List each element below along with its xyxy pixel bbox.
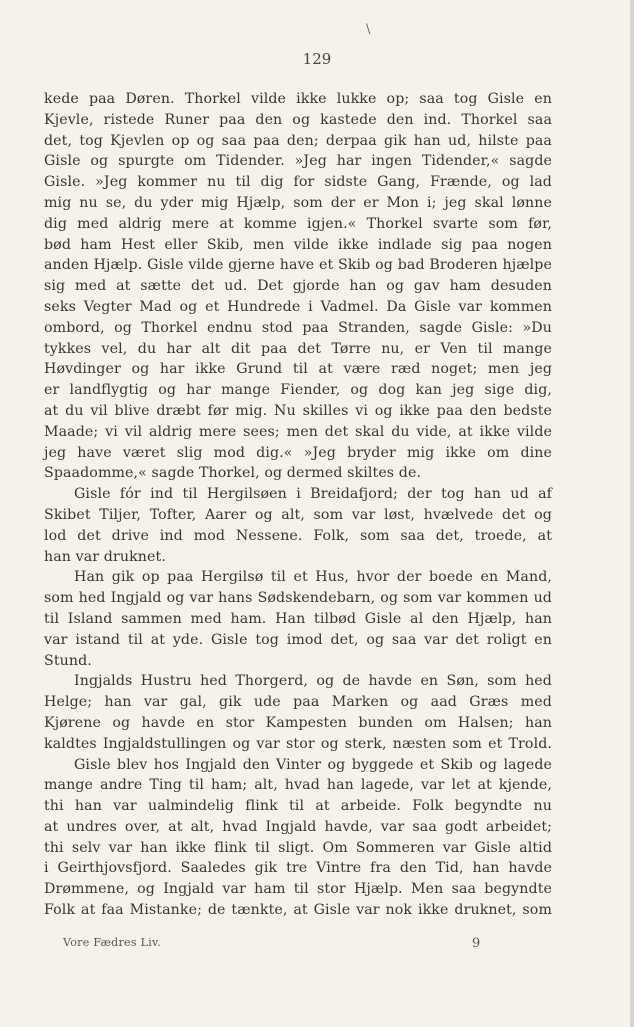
text-line: han var druknet. — [44, 548, 166, 565]
text-line: thi selv var han ikke flink til sligt. Om Sommeren var Gisle altid — [44, 839, 552, 856]
text-line: Ingjalds Hustru hed Thorgerd, og de havde en Søn, som hed — [74, 673, 552, 690]
footer-book-title: Vore Fædres Liv. — [63, 936, 162, 949]
text-line: Folk at faa Mistanke; de tænkte, at Gisle var nok ikke druknet, som — [44, 902, 552, 919]
text-line: at undres over, at alt, hvad Ingjald havde, var saa godt arbeidet; — [44, 818, 552, 835]
text-line: at du vil blive dræbt før mig. Nu skilles vi og ikke paa den bedste — [44, 402, 552, 419]
text-line: ombord, og Thorkel endnu stod paa Stranden, sagde Gisle: »Du — [44, 319, 552, 336]
text-line: som hed Ingjald og var hans Sødskendebarn, og som var kommen ud — [44, 590, 552, 607]
text-line: dig med aldrig mere at komme igjen.« Thorkel svarte som før, — [44, 215, 552, 232]
text-line: kede paa Døren. Thorkel vilde ikke lukke op; saa tog Gisle en — [44, 91, 552, 107]
text-line: Drømmene, og Ingjald var ham til stor Hjælp. Men saa begyndte — [44, 881, 552, 898]
text-line: kaldtes Ingjaldstullingen og var stor og sterk, næsten som et Trold. — [44, 735, 552, 752]
text-line: mig nu se, du yder mig Hjælp, som der er Mon i; jeg skal lønne — [44, 194, 552, 211]
page-edge — [630, 0, 634, 1027]
text-line: var istand til at yde. Gisle tog imod det, og saa var det roligt en — [44, 631, 552, 648]
body-text — [44, 89, 552, 921]
text-line: Kjevle, ristede Runer paa den og kastede den ind. Thorkel saa — [44, 111, 552, 128]
text-line: jeg have været slig mod dig.« »Jeg bryder mig ikke om dine — [44, 444, 552, 461]
stray-mark: \ — [366, 22, 371, 37]
text-line: Stund. — [44, 652, 92, 669]
text-line: Kjørene og havde en stor Kampesten bunden om Halsen; han — [44, 714, 552, 731]
page-number: 129 — [302, 50, 332, 68]
text-line: Skibet Tiljer, Tofter, Aarer og alt, som var løst, hvælvede det og — [44, 506, 552, 523]
text-line: seks Vegter Mad og et Hundrede i Vadmel. Da Gisle var kommen — [44, 298, 552, 315]
text-line: det, tog Kjevlen op og saa paa den; derpaa gik han ud, hilste paa — [44, 132, 552, 149]
text-line: Gisle. »Jeg kommer nu til dig for sidste Gang, Frænde, og lad — [44, 174, 552, 191]
text-line: bød ham Hest eller Skib, men vilde ikke indlade sig paa nogen — [44, 236, 552, 253]
text-line: Gisle fór ind til Hergilsøen i Breidafjord; der tog han ud af — [74, 486, 552, 503]
text-line: i Geirthjovsfjord. Saaledes gik tre Vintre fra den Tid, han havde — [44, 860, 552, 877]
text-line: Maade; vi vil aldrig mere sees; men det skal du vide, at ikke vilde — [44, 423, 552, 440]
text-line: Gisle og spurgte om Tidender. »Jeg har ingen Tidender,« sagde — [44, 153, 552, 170]
text-line: til Island sammen med ham. Han tilbød Gisle al den Hjælp, han — [44, 610, 552, 627]
text-line: Spaadomme,« sagde Thorkel, og dermed skiltes de. — [44, 465, 422, 482]
text-line: Han gik op paa Hergilsø til et Hus, hvor der boede en Mand, — [74, 569, 552, 586]
text-line: thi han var ualmindelig flink til at arbeide. Folk begyndte nu — [44, 798, 552, 815]
text-line: Høvdinger og har ikke Grund til at være ræd noget; men jeg — [44, 361, 552, 378]
text-line: Helge; han var gal, gik ude paa Marken og aad Græs med — [44, 694, 552, 711]
text-line: Gisle blev hos Ingjald den Vinter og byggede et Skib og lagede — [74, 756, 552, 773]
text-line: er landflygtig og har mange Fiender, og dog kan jeg sige dig, — [44, 382, 552, 399]
text-line: mange andre Ting til ham; alt, hvad han lagede, var let at kjende, — [44, 777, 552, 794]
text-line: anden Hjælp. Gisle vilde gjerne have et Skib og bad Broderen hjælpe — [44, 257, 552, 274]
footer-signature: 9 — [472, 936, 481, 951]
text-line: tykkes vel, du har alt dit paa det Tørre nu, er Ven til mange — [44, 340, 552, 357]
text-line: lod det drive ind mod Nessene. Folk, som saa det, troede, at — [44, 527, 552, 544]
text-line: sig med at sætte det ud. Det gjorde han og gav ham desuden — [44, 278, 552, 295]
